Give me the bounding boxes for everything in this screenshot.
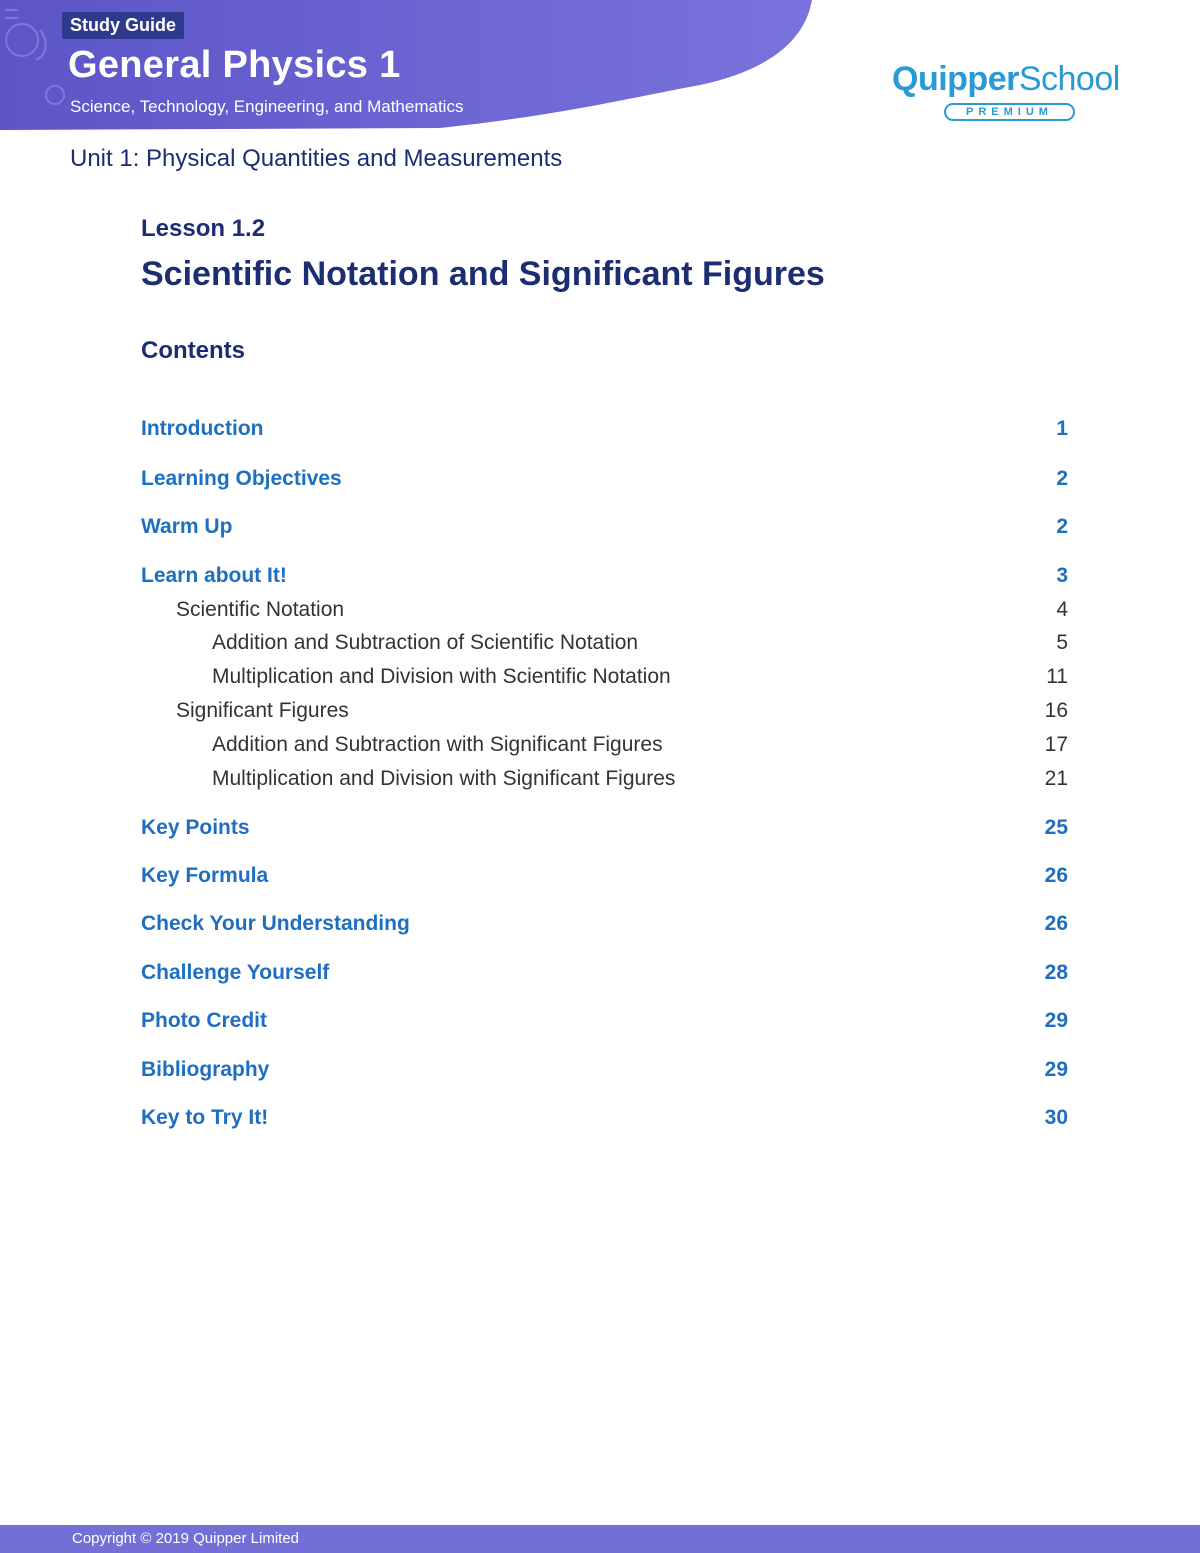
toc-entry[interactable] — [141, 1058, 1068, 1082]
toc-entry[interactable] — [141, 733, 1068, 757]
lesson-number: Lesson 1.2 — [141, 215, 266, 242]
toc-entry-page: 2 — [1056, 467, 1068, 490]
toc-entry[interactable] — [141, 961, 1068, 985]
study-guide-tag: Study Guide — [62, 12, 184, 39]
toc-entry-page: 16 — [1044, 699, 1068, 722]
toc-entry-page: 5 — [1056, 631, 1068, 654]
toc-entry[interactable] — [141, 699, 1068, 723]
toc-entry-label: Multiplication and Division with Scientific Notation — [212, 665, 671, 688]
toc-entry[interactable] — [141, 665, 1068, 689]
toc-entry-page: 26 — [1044, 864, 1068, 887]
toc-entry-label: Addition and Subtraction with Significant Figures — [212, 733, 663, 756]
toc-entry-label: Learn about It! — [141, 564, 287, 587]
toc-entry-label: Addition and Subtraction of Scientific Notation — [212, 631, 639, 654]
toc-entry[interactable] — [141, 417, 1068, 441]
toc-entry-page: 3 — [1056, 564, 1068, 587]
toc-entry-page: 17 — [1044, 733, 1068, 756]
footer-bar — [0, 1525, 1200, 1553]
toc-entry-label: Check Your Understanding — [141, 912, 410, 935]
toc-entry-page: 29 — [1044, 1009, 1068, 1032]
subject-title: General Physics 1 — [68, 44, 401, 86]
toc-entry[interactable] — [141, 767, 1068, 791]
premium-badge: PREMIUM — [944, 103, 1075, 121]
toc-entry-label: Scientific Notation — [176, 598, 345, 621]
lesson-title: Scientific Notation and Significant Figures — [141, 255, 825, 293]
toc-entry-label: Significant Figures — [176, 699, 349, 722]
logo-word-bold: Quipper — [892, 60, 1019, 98]
toc-entry-page: 30 — [1044, 1106, 1068, 1129]
strand-subtitle: Science, Technology, Engineering, and Mathematics — [70, 97, 464, 116]
toc-entry-label: Challenge Yourself — [141, 961, 330, 984]
toc-entry-page: 29 — [1044, 1058, 1068, 1081]
toc-entry[interactable] — [141, 912, 1068, 936]
toc-entry-label: Learning Objectives — [141, 467, 342, 490]
toc-entry-page: 28 — [1044, 961, 1068, 984]
toc-entry-label: Bibliography — [141, 1058, 270, 1081]
toc-entry-label: Key to Try It! — [141, 1106, 269, 1129]
logo-word-light: School — [1018, 60, 1120, 98]
quipper-school-logo — [892, 60, 1132, 121]
toc-entry-label: Multiplication and Division with Significant Figures — [212, 767, 676, 790]
toc-entry[interactable] — [141, 515, 1068, 539]
toc-entry-page: 1 — [1056, 417, 1068, 440]
toc-entry[interactable] — [141, 816, 1068, 840]
toc-entry-page: 26 — [1044, 912, 1068, 935]
toc-entry[interactable] — [141, 1106, 1068, 1130]
toc-entry-page: 11 — [1046, 665, 1068, 688]
toc-entry-label: Warm Up — [141, 515, 233, 538]
toc-entry[interactable] — [141, 631, 1068, 655]
toc-entry[interactable] — [141, 564, 1068, 588]
toc-entry[interactable] — [141, 1009, 1068, 1033]
toc-entry-page: 4 — [1056, 598, 1068, 621]
toc-entry-page: 2 — [1056, 515, 1068, 538]
toc-entry-label: Introduction — [141, 417, 264, 440]
toc-entry-label: Key Points — [141, 816, 250, 839]
copyright-text: Copyright © 2019 Quipper Limited — [72, 1530, 300, 1547]
toc-entry[interactable] — [141, 864, 1068, 888]
toc-entry[interactable] — [141, 467, 1068, 491]
contents-heading: Contents — [141, 337, 245, 364]
toc-entry-page: 21 — [1044, 767, 1068, 790]
toc-entry-label: Photo Credit — [141, 1009, 267, 1032]
unit-title: Unit 1: Physical Quantities and Measurements — [70, 145, 563, 172]
toc-entry-page: 25 — [1044, 816, 1068, 839]
toc-entry[interactable] — [141, 598, 1068, 622]
toc-entry-label: Key Formula — [141, 864, 269, 887]
